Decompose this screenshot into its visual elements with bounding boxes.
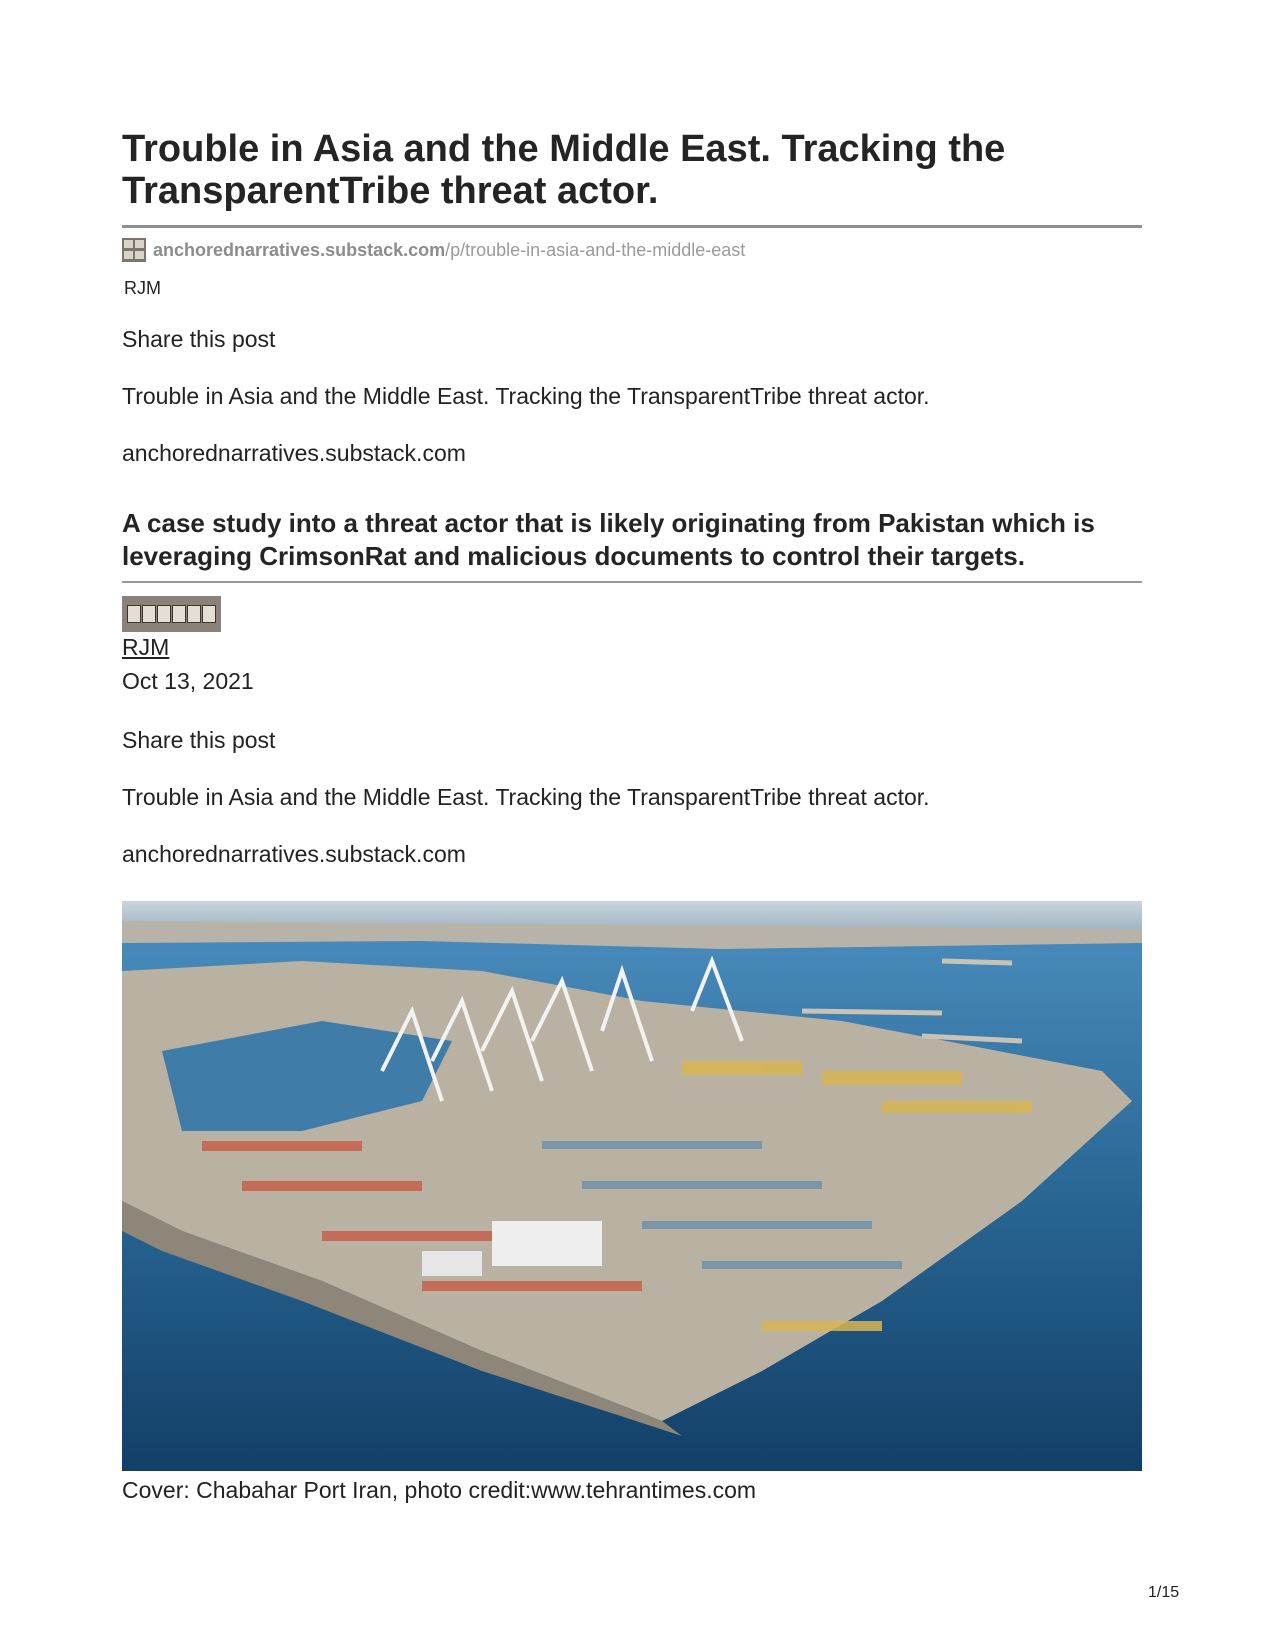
share-post-label-2[interactable]: Share this post bbox=[122, 727, 276, 753]
site-favicon-icon bbox=[122, 238, 146, 262]
publish-date: Oct 13, 2021 bbox=[122, 668, 254, 694]
cover-photo bbox=[122, 901, 1142, 1471]
share-post-domain-2[interactable]: anchorednarratives.substack.com bbox=[122, 841, 466, 867]
source-path[interactable]: /p/trouble-in-asia-and-the-middle-east bbox=[445, 239, 746, 260]
share-post-label[interactable]: Share this post bbox=[122, 326, 276, 352]
cover-caption: Cover: Chabahar Port Iran, photo credit:www.tehrantimes.com bbox=[122, 1477, 757, 1503]
subtitle-divider bbox=[122, 581, 1142, 583]
source-domain[interactable]: anchorednarratives.substack.com bbox=[153, 239, 446, 260]
port-aerial-illustration bbox=[122, 901, 1142, 1471]
author-link[interactable]: RJM bbox=[122, 634, 170, 660]
author-label-small: RJM bbox=[124, 278, 161, 298]
article-title: Trouble in Asia and the Middle East. Tracking the TransparentTribe threat actor. bbox=[122, 128, 1006, 212]
title-divider bbox=[122, 225, 1142, 228]
author-avatar[interactable] bbox=[122, 596, 221, 632]
share-post-title[interactable]: Trouble in Asia and the Middle East. Tracking the TransparentTribe threat actor. bbox=[122, 383, 930, 409]
share-post-domain[interactable]: anchorednarratives.substack.com bbox=[122, 440, 466, 466]
article-subtitle: A case study into a threat actor that is likely originating from Pakistan which is leveraging CrimsonRat and malicious documents to control their targets. bbox=[122, 508, 1095, 571]
share-post-title-2[interactable]: Trouble in Asia and the Middle East. Tracking the TransparentTribe threat actor. bbox=[122, 784, 930, 810]
source-url[interactable] bbox=[122, 238, 745, 262]
page-number: 1/15 bbox=[1148, 1584, 1180, 1601]
